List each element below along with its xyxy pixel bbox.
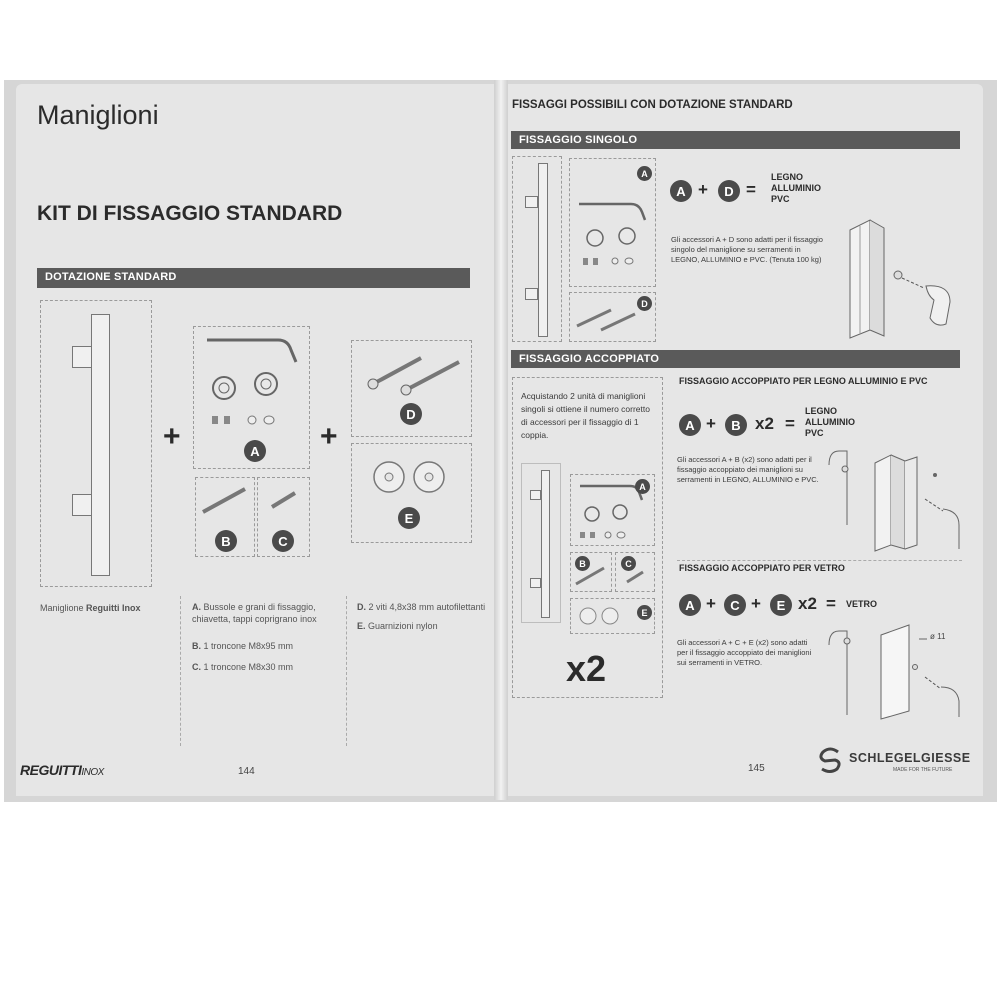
glass-formula-x2: x2 [798,594,817,613]
paired-multiplier: x2 [566,648,607,689]
kit-title: KIT DI FISSAGGIO STANDARD [37,202,343,225]
paired-wood-title: FISSAGGIO ACCOPPIATO PER LEGNO ALLUMINIO E PVC [679,376,928,386]
caption-d-text: 2 viti 4,8x38 mm autofilettanti [368,602,486,612]
single-materials [771,172,821,205]
paired-label-c: C [621,556,636,571]
paired-wood-install-drawing [825,445,965,555]
paired-label-b: B [575,556,590,571]
material-legno: LEGNO [805,406,838,416]
wood-formula-equals: = [785,414,795,433]
caption-a-text: Bussole e grani di fissaggio, chiavetta, tappi coprigrano inox [192,602,317,624]
glass-formula-equals: = [826,594,836,613]
caption-b [192,640,342,652]
caption-c-letter: C. [192,662,201,672]
wood-formula-x2: x2 [755,414,774,433]
paired-glass-text: Gli accessori A + C + E (x2) sono adatti per il fissaggio accoppiato dei maniglioni sui serramenti in VETRO. [677,638,812,667]
single-handle-illustration [538,163,548,337]
handle-bar-illustration [91,314,110,576]
label-b: B [215,530,237,552]
single-handle-post [525,196,538,208]
caption-a-letter: A. [192,602,201,612]
label-a: A [244,440,266,462]
single-handle-post [525,288,538,300]
paired-c-drawing [615,552,655,592]
glass-formula-e-icon: E [770,594,792,616]
caption-c-text: 1 troncone M8x30 mm [203,662,294,672]
wood-formula-plus: + [706,414,716,433]
caption-handle-prefix: Maniglione [40,603,87,613]
glass-formula-plus: + [751,594,761,613]
glass-formula-c-icon: C [724,594,746,616]
right-page-title: FISSAGGI POSSIBILI CON DOTAZIONE STANDARD [512,99,793,111]
caption-divider [180,596,182,746]
caption-e [357,620,497,632]
formula-plus: + [698,180,708,199]
material-alluminio: ALLUMINIO [771,183,821,193]
glass-dimension: ø 11 [930,632,946,641]
single-handle-box [512,156,562,342]
glass-formula-a-icon: A [679,594,701,616]
paired-label-a: A [635,479,650,494]
book-gutter [494,80,508,800]
paired-section-divider [677,560,962,561]
schlegel-brand: SCHLEGELGIESSE [849,751,971,765]
caption-e-letter: E. [357,621,366,631]
page-number-right: 145 [748,763,765,774]
caption-b-text: 1 troncone M8x95 mm [203,641,294,651]
handle-post-top [72,346,92,368]
caption-handle [40,602,170,614]
reguitti-logo [20,762,104,778]
single-text: Gli accessori A + D sono adatti per il fissaggio singolo del maniglione su serramenti in LEGNO, ALLUMINIO e PVC. (Tenuta 100 kg) [671,235,823,264]
label-e: E [398,507,420,529]
reguitti-logo-text: REGUITTI [20,762,82,778]
caption-d [357,601,497,613]
caption-d-letter: D. [357,602,366,612]
material-pvc: PVC [805,428,824,438]
paired-intro: Acquistando 2 unità di maniglioni singoli si ottiene il numero corretto di accessori per il fissaggio di 1 coppia. [521,391,650,440]
page-number-left: 144 [238,766,255,777]
reguitti-logo-sub: INOX [81,767,104,778]
caption-e-text: Guarnizioni nylon [368,621,438,631]
handle-post-bottom [72,494,92,516]
caption-a [192,601,342,625]
formula-equals: = [746,180,756,199]
label-c: C [272,530,294,552]
caption-divider [346,596,348,746]
wood-formula-b-icon: B [725,414,747,436]
formula-d-icon: D [718,180,740,202]
material-legno: LEGNO [771,172,804,182]
paired-handle-post [530,490,541,500]
paired-wood-text: Gli accessori A + B (x2) sono adatti per il fissaggio accoppiato dei maniglioni su serramenti in LEGNO, ALLUMINIO e PVC. [677,455,819,484]
material-pvc: PVC [771,194,790,204]
wood-formula-a-icon: A [679,414,701,436]
single-label-d: D [637,296,652,311]
schlegel-tagline: MADE FOR THE FUTURE [893,767,953,773]
label-d: D [400,403,422,425]
section-bar-accoppiato: FISSAGGIO ACCOPPIATO [511,350,960,368]
paired-glass-install-drawing [825,615,965,720]
glass-material: VETRO [846,599,878,609]
paired-label-e: E [637,605,652,620]
schlegel-logo-icon [816,746,844,774]
section-bar-dotazione: DOTAZIONE STANDARD [37,268,470,288]
single-label-a: A [637,166,652,181]
page-heading: Maniglioni [37,100,159,130]
paired-glass-title: FISSAGGIO ACCOPPIATO PER VETRO [679,563,845,573]
caption-c [192,661,342,673]
caption-handle-brand: Reguitti Inox [86,603,141,613]
formula-a-icon: A [670,180,692,202]
glass-formula-plus: + [706,594,716,613]
plus-sign: + [320,420,338,453]
caption-b-letter: B. [192,641,201,651]
wood-materials [805,406,855,439]
plus-sign: + [163,420,181,453]
single-install-drawing [850,220,960,340]
material-alluminio: ALLUMINIO [805,417,855,427]
paired-handle-post [530,578,541,588]
section-bar-singolo: FISSAGGIO SINGOLO [511,131,960,149]
paired-handle-illustration [541,470,550,618]
